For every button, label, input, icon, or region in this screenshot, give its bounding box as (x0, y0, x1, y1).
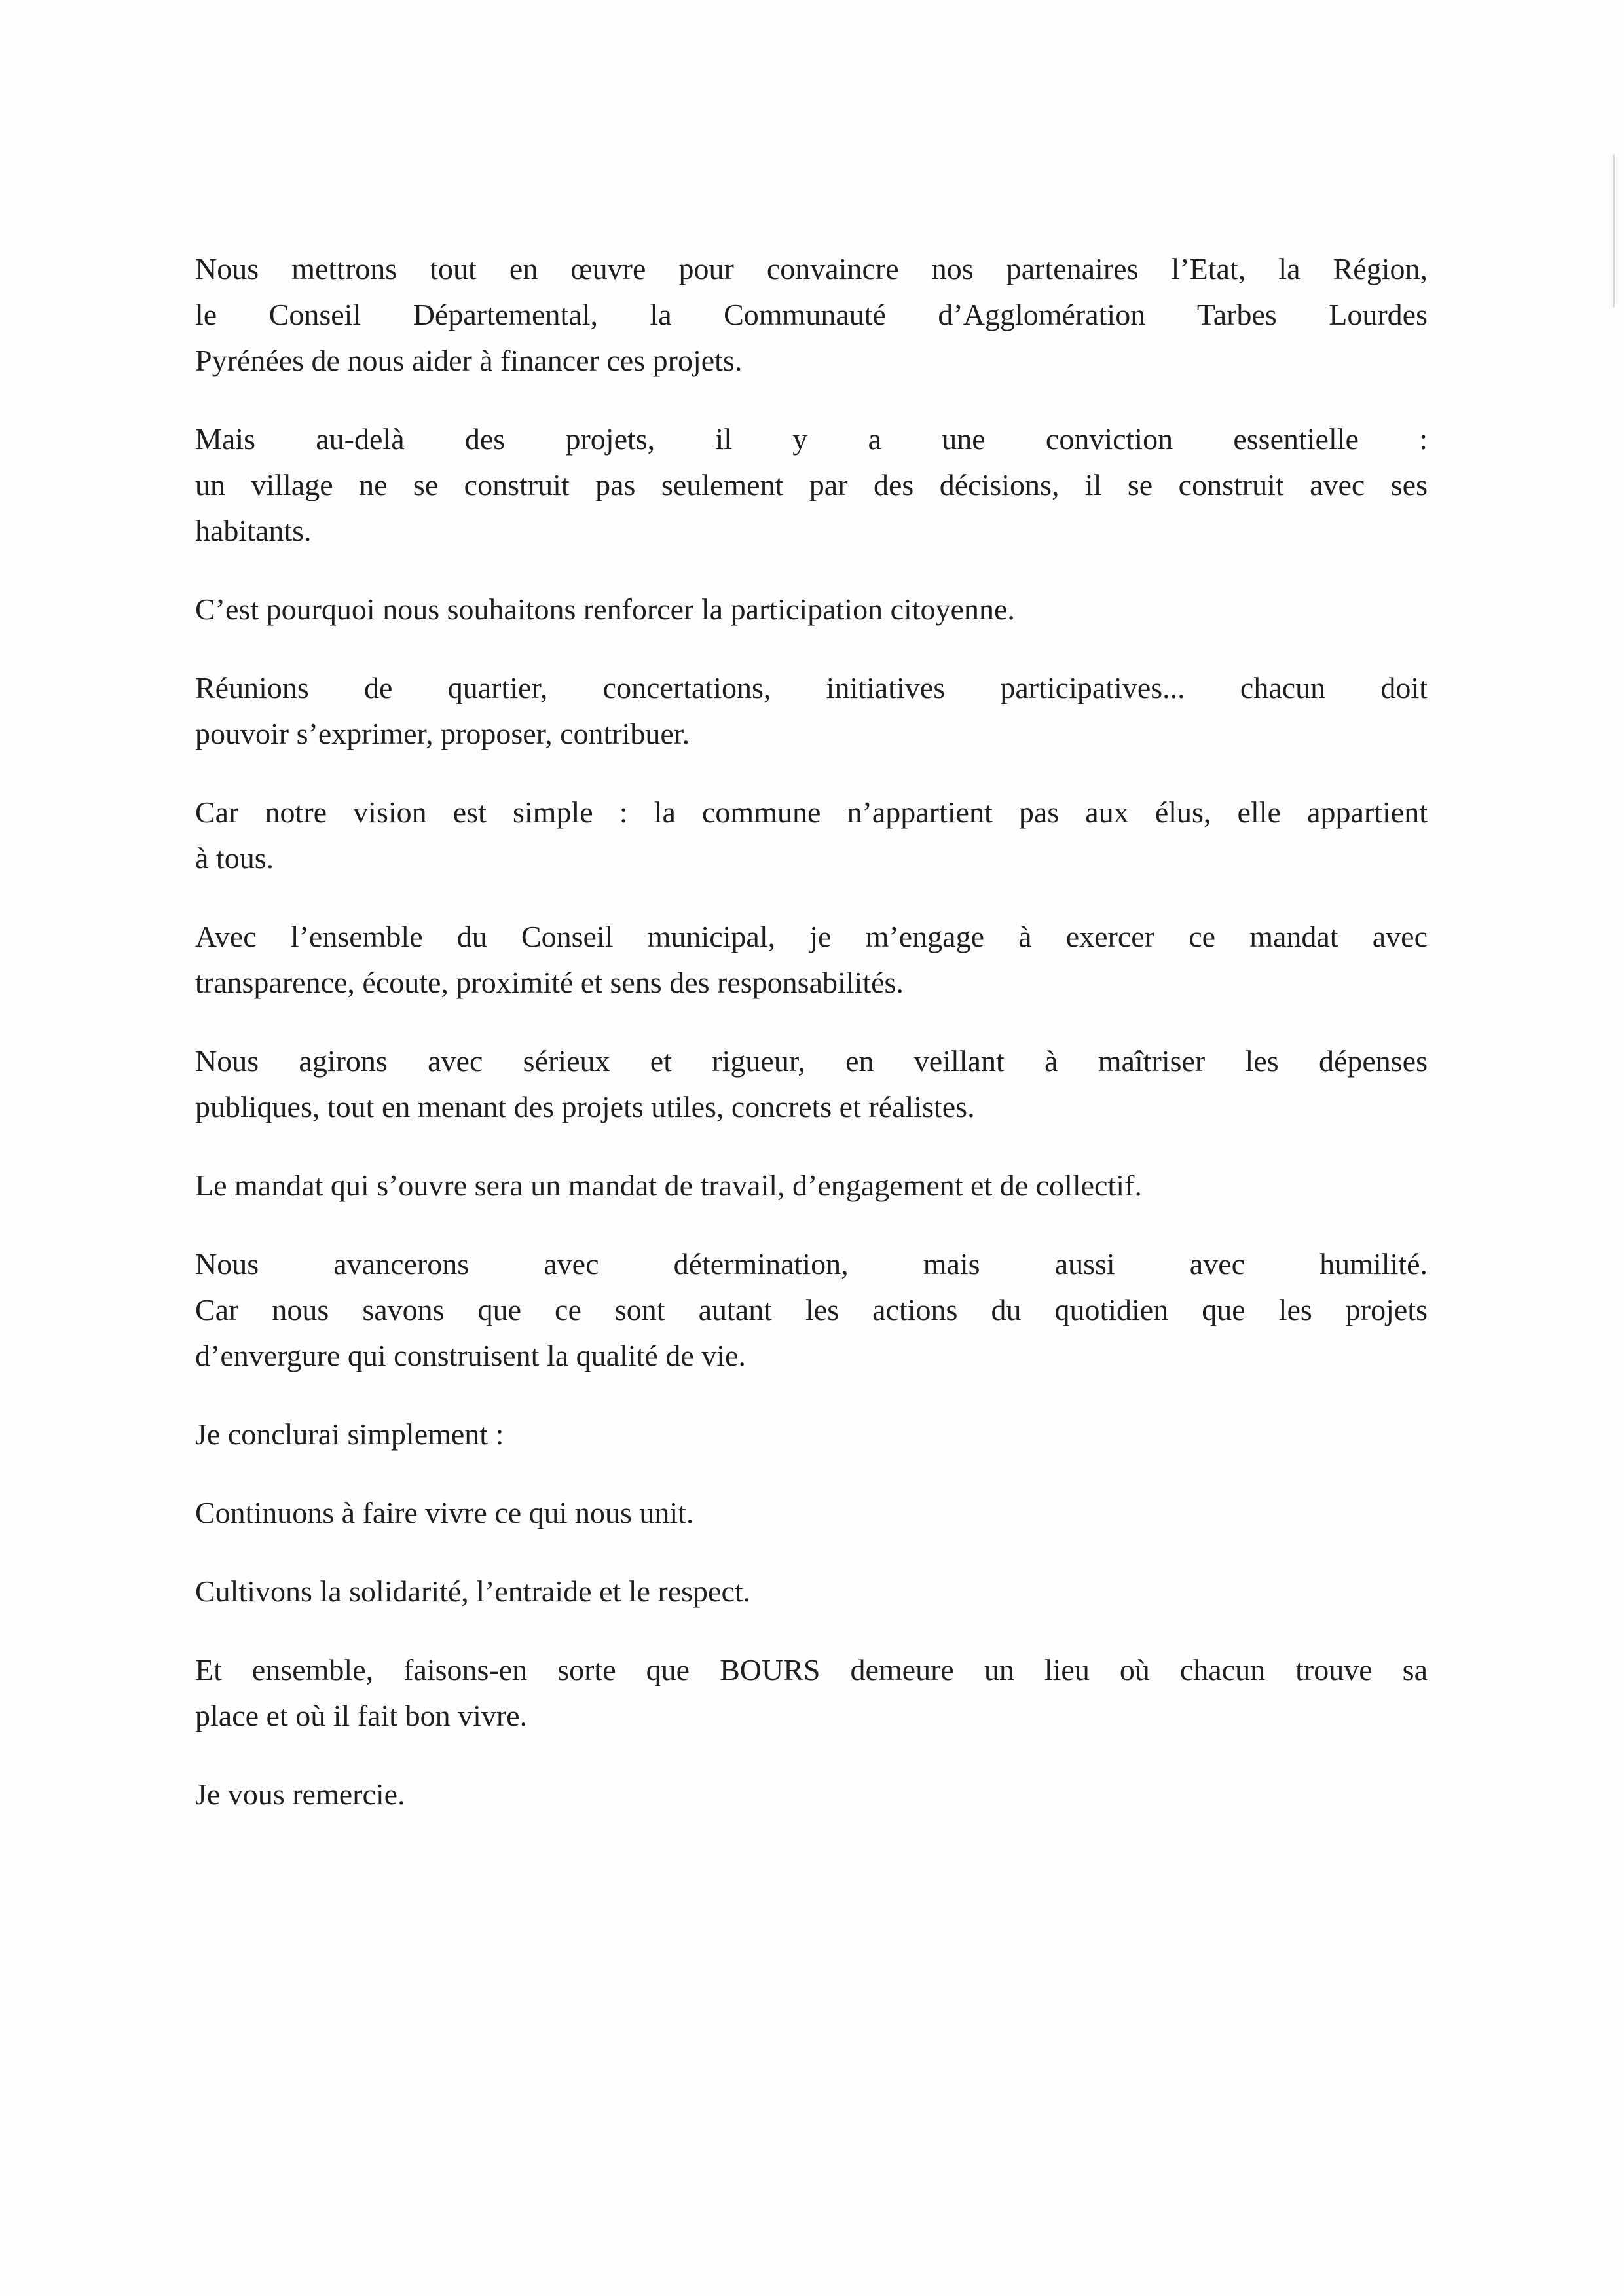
text-line: un village ne se construit pas seulement par des décisions, il se construit avec ses (195, 468, 1428, 501)
text-line: transparence, écoute, proximité et sens des responsabilités. (195, 966, 904, 999)
paragraph (195, 246, 1428, 384)
scan-edge-artifact (1613, 154, 1615, 308)
paragraph (195, 1038, 1428, 1130)
paragraph (195, 1241, 1428, 1379)
text-line: à tous. (195, 841, 274, 875)
text-line: place et où il fait bon vivre. (195, 1699, 528, 1732)
paragraph (195, 416, 1428, 554)
text-line: pouvoir s’exprimer, proposer, contribuer. (195, 717, 690, 750)
paragraph (195, 914, 1428, 1006)
paragraph (195, 587, 1428, 632)
text-line: Je vous remercie. (195, 1777, 405, 1811)
paragraph (195, 1772, 1428, 1817)
text-line: Pyrénées de nous aider à financer ces projets. (195, 344, 743, 377)
document-body (195, 246, 1428, 1817)
text-line: Je conclurai simplement : (195, 1417, 504, 1451)
text-line: Car nous savons que ce sont autant les actions du quotidien que les projets (195, 1293, 1428, 1326)
paragraph (195, 1163, 1428, 1209)
text-line: habitants. (195, 514, 312, 547)
text-line: Continuons à faire vivre ce qui nous unit. (195, 1496, 694, 1529)
text-line: Cultivons la solidarité, l’entraide et le respect. (195, 1575, 751, 1608)
text-line: publiques, tout en menant des projets utiles, concrets et réalistes. (195, 1090, 975, 1123)
paragraph (195, 1569, 1428, 1614)
text-line: Et ensemble, faisons-en sorte que BOURS demeure un lieu où chacun trouve sa (195, 1653, 1428, 1686)
paragraph (195, 665, 1428, 757)
text-line: Car notre vision est simple : la commune n’appartient pas aux élus, elle appartient (195, 795, 1428, 829)
text-line: Nous avancerons avec détermination, mais aussi avec humilité. (195, 1247, 1428, 1281)
text-line: Mais au-delà des projets, il y a une conviction essentielle : (195, 422, 1428, 456)
text-line: Avec l’ensemble du Conseil municipal, je m’engage à exercer ce mandat avec (195, 920, 1428, 953)
text-line: Le mandat qui s’ouvre sera un mandat de travail, d’engagement et de collectif. (195, 1169, 1142, 1202)
text-line: Nous mettrons tout en œuvre pour convaincre nos partenaires l’Etat, la Région, (195, 252, 1428, 285)
text-line: le Conseil Départemental, la Communauté d’Agglomération Tarbes Lourdes (195, 298, 1428, 331)
paragraph (195, 790, 1428, 881)
paragraph (195, 1647, 1428, 1739)
paragraph (195, 1490, 1428, 1536)
paragraph (195, 1412, 1428, 1457)
text-line: d’envergure qui construisent la qualité de vie. (195, 1339, 746, 1372)
text-line: Réunions de quartier, concertations, initiatives participatives... chacun doit (195, 671, 1428, 704)
text-line: C’est pourquoi nous souhaitons renforcer la participation citoyenne. (195, 592, 1015, 626)
text-line: Nous agirons avec sérieux et rigueur, en veillant à maîtriser les dépenses (195, 1044, 1428, 1078)
